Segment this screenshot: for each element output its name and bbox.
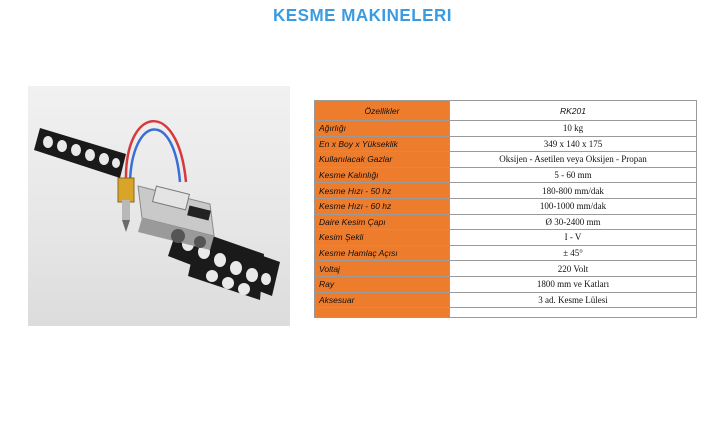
table-row xyxy=(315,276,697,292)
spec-label: Kesme Kalınlığı xyxy=(315,167,450,183)
table-row xyxy=(315,198,697,214)
footer-cell-right xyxy=(450,308,697,318)
spec-label: Ağırlığı xyxy=(315,121,450,137)
spec-value: 5 - 60 mm xyxy=(450,167,697,183)
spec-label: En x Boy x Yükseklik xyxy=(315,136,450,152)
spec-label: Daire Kesim Çapı xyxy=(315,214,450,230)
spec-value: 180-800 mm/dak xyxy=(450,183,697,199)
spec-label: Kesme Hamlaç Açısı xyxy=(315,245,450,261)
spec-label: Kesme Hızı - 50 hz xyxy=(315,183,450,199)
table-row xyxy=(315,245,697,261)
spec-label: Ray xyxy=(315,276,450,292)
table-row xyxy=(315,214,697,230)
table-row xyxy=(315,136,697,152)
spec-label: Kesim Şekli xyxy=(315,230,450,246)
spec-label: Aksesuar xyxy=(315,292,450,308)
header-feature: Özellikler xyxy=(315,101,450,121)
rail-track-upper xyxy=(34,128,126,178)
specs-table xyxy=(314,100,697,318)
spec-value: 10 kg xyxy=(450,121,697,137)
cutting-machine-photo xyxy=(28,86,290,326)
spec-value: Ø 30-2400 mm xyxy=(450,214,697,230)
table-row xyxy=(315,261,697,277)
table-row xyxy=(315,152,697,168)
spec-value: 100-1000 mm/dak xyxy=(450,198,697,214)
page-title: KESME MAKINELERI xyxy=(273,5,452,26)
spec-label: Kesme Hızı - 60 hz xyxy=(315,198,450,214)
table-row xyxy=(315,183,697,199)
table-footer-row xyxy=(315,308,697,318)
table-row xyxy=(315,121,697,137)
spec-value: Oksijen - Asetilen veya Oksijen - Propan xyxy=(450,152,697,168)
spec-value: 349 x 140 x 175 xyxy=(450,136,697,152)
table-row xyxy=(315,167,697,183)
header-model: RK201 xyxy=(450,101,697,121)
specs-header-row xyxy=(315,101,697,121)
spec-value: 220 Volt xyxy=(450,261,697,277)
spec-label: Voltaj xyxy=(315,261,450,277)
spec-value: ± 45° xyxy=(450,245,697,261)
spec-label: Kullanılacak Gazlar xyxy=(315,152,450,168)
table-row xyxy=(315,230,697,246)
machine-body xyxy=(138,186,214,250)
spec-value: 3 ad. Kesme Lülesi xyxy=(450,292,697,308)
spec-value: I - V xyxy=(450,230,697,246)
footer-cell-left xyxy=(315,308,450,318)
spec-value: 1800 mm ve Katları xyxy=(450,276,697,292)
table-row xyxy=(315,292,697,308)
